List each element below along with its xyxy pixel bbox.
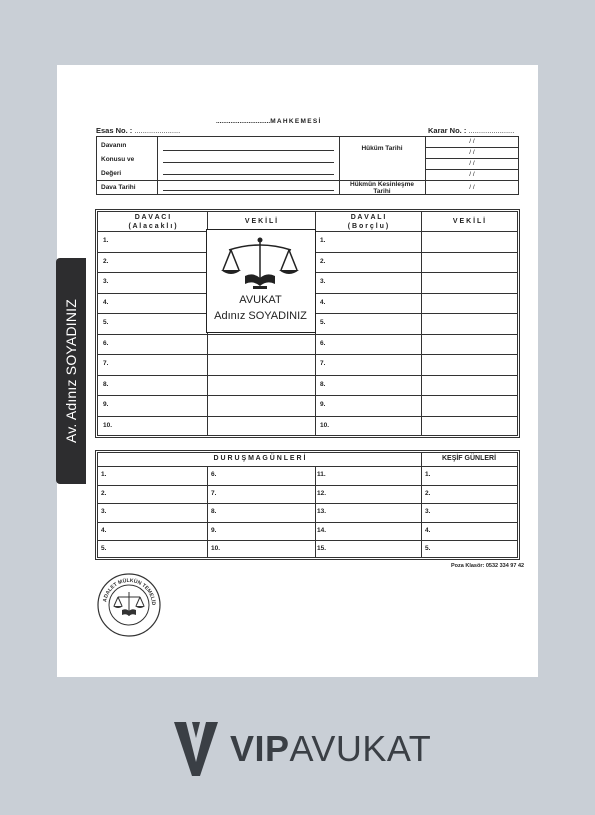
esas-label: Esas No. :	[96, 126, 133, 135]
footer-note: Poza Klasör: 0532 334 97 42	[451, 563, 525, 569]
court-label: MAHKEMESİ	[270, 118, 322, 125]
hearing-slot-number: 2.	[101, 489, 107, 497]
karar-label: Karar No. :	[428, 126, 467, 135]
davali-row-number: 1.	[320, 237, 326, 244]
davaci-subtitle: ( A l a c a k l ı )	[128, 223, 177, 230]
hearing-slot-number: 3.	[101, 508, 107, 515]
davaci-vekili-header: V E K İ L İ	[244, 218, 278, 225]
hearing-slot-number: 5.	[425, 545, 431, 552]
karar-dots: ......................	[468, 126, 515, 135]
justice-seal-icon	[96, 572, 162, 638]
scales-icon	[207, 236, 314, 296]
davaci-row-number: 2.	[103, 257, 109, 265]
davali-vekili-header: V E K İ L İ	[452, 218, 486, 225]
davaci-row-number: 8.	[103, 380, 109, 388]
davali-subtitle: ( B o r ç l u )	[347, 223, 389, 230]
davanin-label: Davanın	[101, 142, 127, 149]
davali-row-number: 6.	[320, 339, 326, 347]
date-slot-2: / /	[469, 149, 475, 156]
davaci-row-number: 10.	[103, 421, 113, 429]
hearing-slot-number: 7.	[211, 489, 217, 497]
hearing-slot-number: 8.	[211, 508, 217, 515]
karar-no	[428, 126, 514, 135]
hearing-slot-number: 3.	[425, 508, 431, 515]
lawyer-stamp	[206, 229, 316, 333]
davali-row-number: 7.	[320, 360, 326, 367]
court-dots: ..............................	[216, 118, 271, 125]
kesif-title: KEŞİF GÜNLERİ	[441, 455, 497, 462]
davali-row-number: 9.	[320, 401, 326, 408]
hearing-slot-number: 9.	[211, 526, 217, 534]
hearing-slot-number: 4.	[425, 526, 431, 534]
stamp-name: Adınız SOYADINIZ	[214, 310, 307, 322]
hearings-title: D U R U Ş M A G Ü N L E R İ	[213, 455, 306, 462]
dava-tarihi-label: Dava Tarihi	[101, 184, 136, 191]
konusu-label: Konusu ve	[101, 156, 135, 163]
davaci-row-number: 5.	[103, 319, 109, 326]
hearing-slot-number: 5.	[101, 545, 107, 552]
davali-row-number: 8.	[320, 380, 326, 388]
davali-title: D A V A L I	[350, 214, 386, 221]
davaci-row-number: 6.	[103, 339, 109, 347]
date-slot-1: / /	[469, 138, 475, 145]
date-slot-5: / /	[469, 184, 475, 191]
hearing-slot-number: 1.	[425, 471, 431, 478]
date-slot-4: / /	[469, 171, 475, 178]
brand-logo-icon	[172, 718, 220, 778]
davaci-row-number: 1.	[103, 237, 109, 244]
seal-text: ADALET MÜLKÜN TEMELİD	[102, 577, 157, 606]
davali-row-number: 5.	[320, 319, 326, 326]
hearing-slot-number: 2.	[425, 489, 431, 497]
side-name-tab	[56, 258, 86, 484]
davali-row-number: 10.	[320, 421, 330, 429]
hearing-slot-number: 14.	[317, 526, 327, 534]
davaci-row-number: 7.	[103, 360, 109, 367]
davali-row-number: 2.	[320, 257, 326, 265]
davaci-header	[98, 213, 207, 231]
hearing-slot-number: 12.	[317, 489, 327, 497]
court-line	[216, 118, 322, 125]
hearing-slot-number: 4.	[101, 526, 107, 534]
hearing-slot-number: 15.	[317, 545, 327, 552]
brand-bold: VIP	[230, 728, 290, 769]
davaci-row-number: 3.	[103, 278, 109, 285]
hearing-slot-number: 10.	[211, 545, 221, 552]
date-slot-3: / /	[469, 160, 475, 167]
hearing-slot-number: 6.	[211, 471, 217, 478]
davali-row-number: 3.	[320, 278, 326, 285]
hearing-slot-number: 1.	[101, 471, 107, 478]
stamp-title: AVUKAT	[239, 294, 282, 306]
hukum-tarihi-label: Hüküm Tarihi	[361, 145, 403, 152]
davaci-title: D A V A C I	[134, 214, 171, 221]
brand-wordmark	[230, 728, 431, 770]
davaci-row-number: 4.	[103, 298, 109, 306]
esas-dots: ......................	[134, 126, 181, 135]
hearing-slot-number: 11.	[317, 471, 326, 478]
kesinlesme-label	[339, 181, 425, 195]
degeri-label: Değeri	[101, 170, 122, 177]
kesinlesme-line1: Hükmün Kesinleşme	[350, 181, 414, 188]
davali-row-number: 4.	[320, 298, 326, 306]
davaci-row-number: 9.	[103, 401, 109, 408]
svg-text:ADALET MÜLKÜN TEMELİDİR	[96, 572, 157, 606]
kesinlesme-line2: Tarihi	[373, 188, 391, 195]
davali-header	[315, 213, 421, 231]
brand-light: AVUKAT	[289, 728, 432, 769]
esas-no	[96, 126, 180, 135]
side-name-label: Av. Adınız SOYADINIZ	[63, 298, 79, 444]
hearing-slot-number: 13.	[317, 508, 327, 515]
